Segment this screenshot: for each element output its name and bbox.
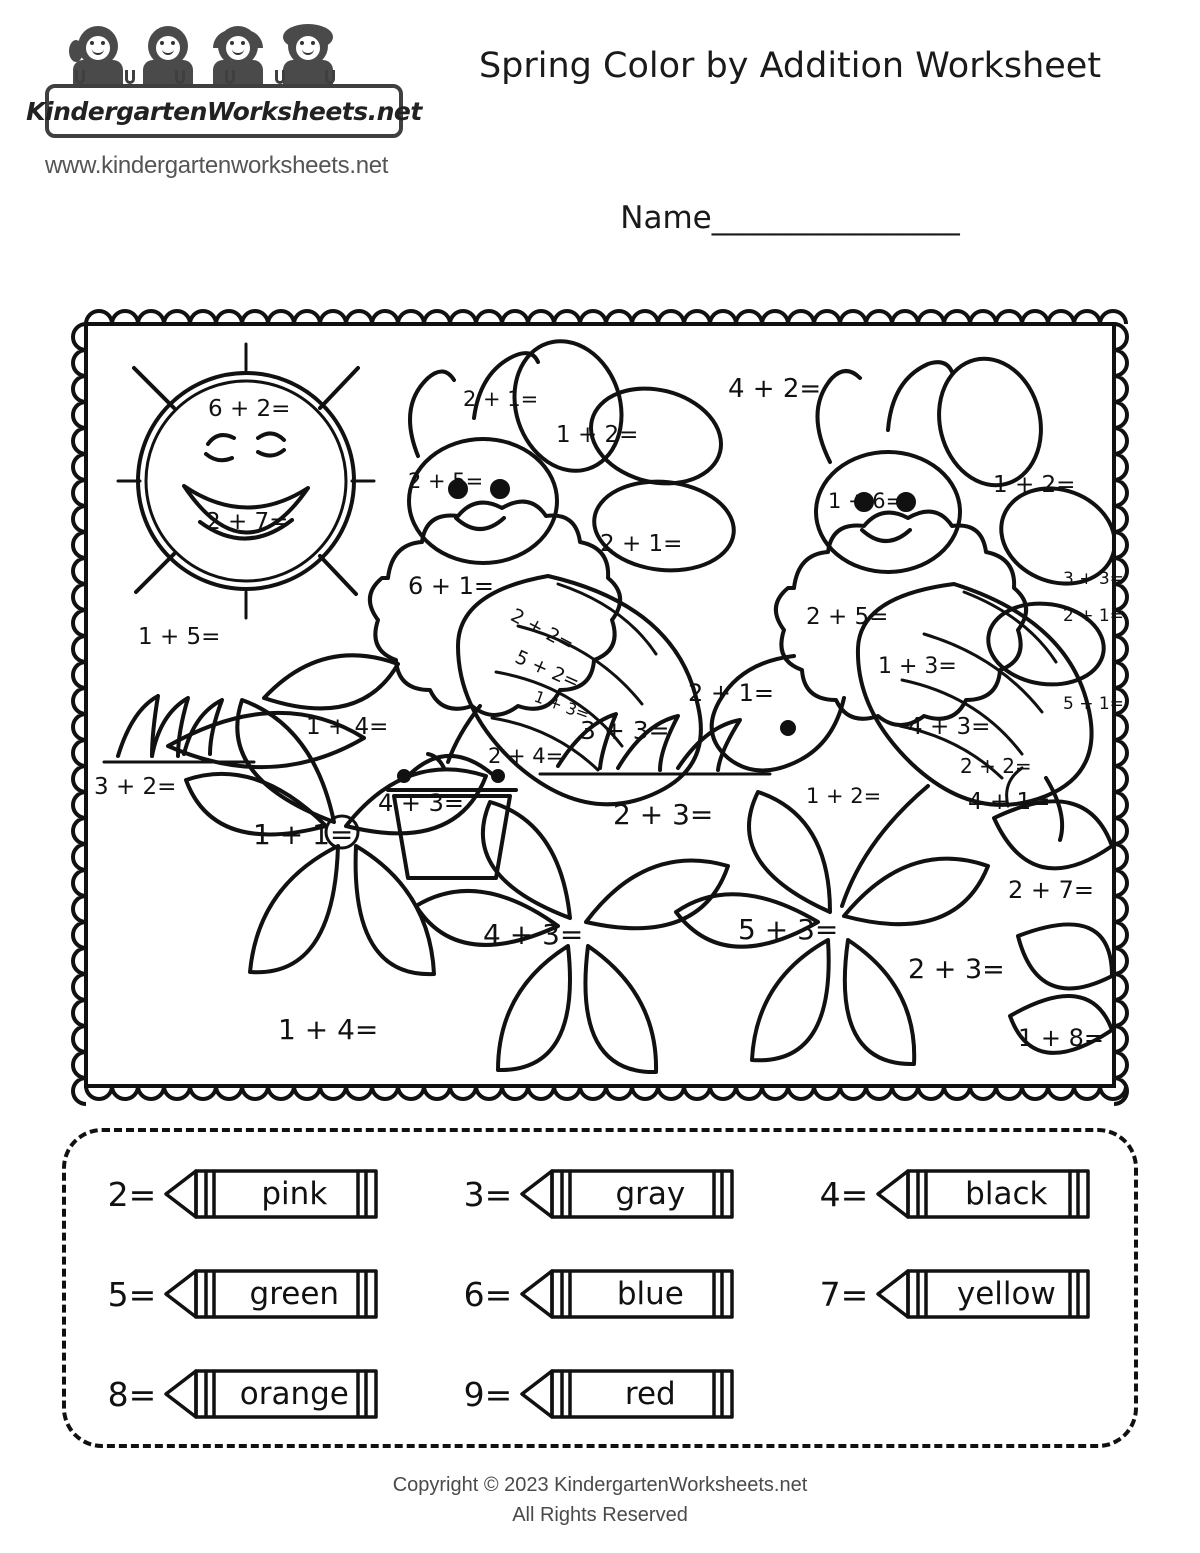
color-key-number: 3= (463, 1174, 513, 1214)
crayon-color-label: green (249, 1276, 340, 1312)
addition-problem: 5 + 3= (738, 913, 839, 946)
color-key-item (422, 1246, 778, 1342)
copyright-line: Copyright © 2023 KindergartenWorksheets.net (392, 1474, 808, 1496)
addition-problem: 3 + 3= (1063, 569, 1124, 589)
logo-banner (26, 84, 422, 138)
color-key-item (66, 1146, 422, 1242)
logo-wordmark: KindergartenWorksheets.net (26, 96, 422, 126)
crayon-color-label: yellow (956, 1276, 1056, 1312)
addition-problem: 2 + 3= (613, 798, 714, 831)
crayon-color-label: black (965, 1176, 1048, 1212)
color-key-number: 6= (463, 1274, 513, 1314)
addition-problem: 4 + 3= (378, 789, 465, 817)
addition-problem: 1 + 2= (556, 422, 639, 448)
color-key-item (778, 1246, 1134, 1342)
addition-problem: 1 + 5= (138, 624, 221, 650)
crayon-icon (874, 1163, 1092, 1225)
addition-problem: 2 + 4= (488, 744, 564, 768)
addition-problem: 6 + 1= (408, 572, 495, 600)
addition-problem: 3 + 3= (580, 716, 670, 745)
site-logo[interactable] (26, 18, 425, 180)
addition-problem: 2 + 5= (408, 469, 484, 493)
addition-problem: 4 + 1= (968, 789, 1051, 815)
addition-problem: 5 + 2= (511, 646, 583, 694)
color-key-number: 4= (819, 1174, 869, 1214)
crayon-color-label: orange (239, 1376, 349, 1412)
addition-problem: 2 + 1= (463, 387, 539, 411)
page-header (0, 0, 1200, 236)
worksheet-picture-frame (60, 300, 1140, 1110)
logo-legs-decoration (65, 70, 385, 86)
crayon-color-label: red (624, 1376, 676, 1412)
addition-problem: 2 + 7= (206, 509, 289, 535)
crayon-icon (518, 1363, 736, 1425)
crayon-icon (162, 1163, 380, 1225)
addition-problem: 5 + 1= (1063, 694, 1124, 714)
addition-problem: 2 + 1= (688, 679, 775, 707)
color-key-number: 9= (463, 1374, 513, 1414)
addition-problem: 1 + 3= (878, 654, 957, 679)
crayon-color-label: blue (616, 1276, 684, 1312)
addition-problem: 2 + 1= (1063, 606, 1124, 626)
addition-problem: 2 + 2= (960, 754, 1032, 778)
addition-problem: 1 + 8= (1018, 1024, 1105, 1052)
addition-problem: 1 + 2= (806, 784, 882, 808)
coloring-artwork (88, 326, 1124, 1084)
addition-problem: 1 + 2= (993, 472, 1076, 498)
color-key-number: 8= (107, 1374, 157, 1414)
addition-problem: 1 + 4= (278, 1013, 379, 1046)
addition-problem: 4 + 2= (728, 374, 822, 404)
site-url: www.kindergartenworksheets.net (45, 152, 389, 179)
color-key-grid (66, 1146, 1134, 1442)
addition-problem: 1 + 4= (306, 714, 389, 740)
addition-problem: 1 + 6= (828, 489, 904, 513)
addition-problem: 4 + 3= (483, 918, 584, 951)
addition-problem: 4 + 3= (908, 714, 991, 740)
addition-problem: 3 + 2= (94, 774, 177, 800)
color-key-number: 2= (107, 1174, 157, 1214)
addition-problem: 2 + 2= (507, 604, 578, 656)
addition-problem: 6 + 2= (208, 396, 291, 422)
color-key-item (778, 1146, 1134, 1242)
page-footer (0, 1470, 1200, 1530)
color-key-item (66, 1346, 422, 1442)
color-key-item (422, 1346, 778, 1442)
crayon-icon (162, 1363, 380, 1425)
crayon-icon (518, 1263, 736, 1325)
addition-problem: 2 + 7= (1008, 876, 1095, 904)
crayon-icon (518, 1163, 736, 1225)
crayon-icon (162, 1263, 380, 1325)
rights-line: All Rights Reserved (512, 1504, 688, 1526)
crayon-color-label: gray (615, 1176, 686, 1212)
crayon-color-label: pink (261, 1176, 328, 1212)
addition-problem: 2 + 5= (806, 604, 889, 630)
color-key-number: 5= (107, 1274, 157, 1314)
addition-problem: 2 + 3= (908, 954, 1005, 985)
name-field-label: Name________________ (620, 200, 960, 236)
addition-problem: 1 + 1= (253, 818, 354, 851)
page-title: Spring Color by Addition Worksheet (478, 46, 1102, 86)
addition-problem: 2 + 1= (600, 531, 683, 557)
color-key-item (66, 1246, 422, 1342)
color-key-number: 7= (819, 1274, 869, 1314)
color-key-item (422, 1146, 778, 1242)
addition-problem: 1 + 3= (531, 686, 593, 725)
color-key-box (62, 1128, 1138, 1448)
crayon-icon (874, 1263, 1092, 1325)
